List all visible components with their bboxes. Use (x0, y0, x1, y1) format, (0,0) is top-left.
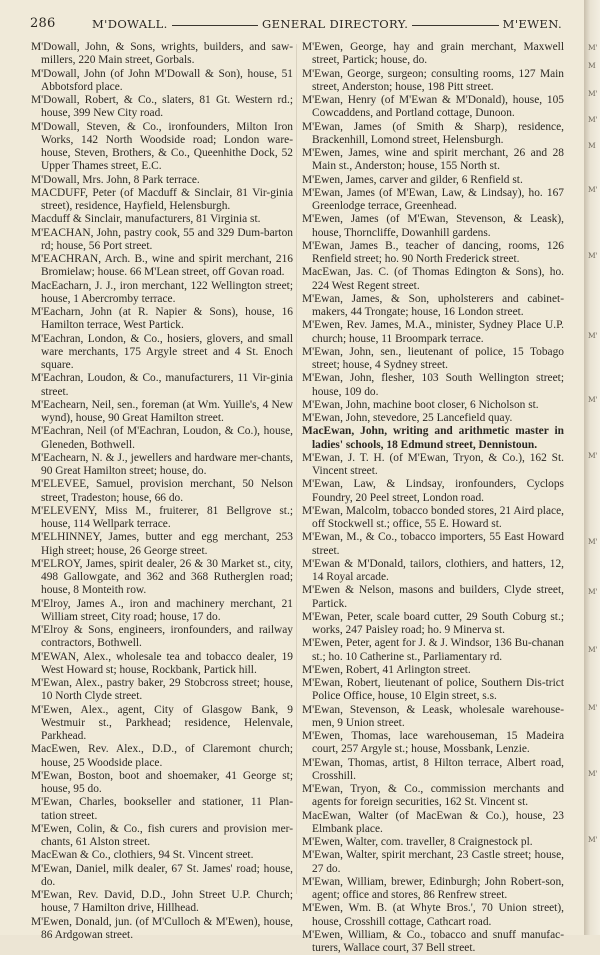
directory-entry: M'Ewan, Thomas, artist, 8 Hilton terrace, Albert road, Crosshill. (302, 756, 564, 782)
right-column (302, 41, 564, 955)
directory-entry: MacEwan, Jas. C. (of Thomas Edington & Sons), ho. 224 West Regent street. (302, 266, 564, 292)
directory-entry: M'Ewan, Stevenson, & Leask, wholesale warehouse-men, 9 Union street. (302, 703, 564, 729)
gutter-fragment: M (588, 141, 596, 150)
directory-entry: MacEwan & Co., clothiers, 94 St. Vincent street. (31, 849, 254, 862)
directory-entry: M'Eachearn, N. & J., jewellers and hardware mer-chants, 90 Great Hamilton street; house, do. (31, 451, 293, 477)
facing-page-fragments (584, 0, 600, 935)
header-center-title: GENERAL DIRECTORY. (262, 17, 409, 31)
directory-entry: M'Elroy, James A., iron and machinery merchant, 21 William street, City road; house, 17 do. (31, 597, 293, 623)
gutter-fragment: M' (588, 769, 598, 778)
directory-entry: M'Ewan, Alex., pastry baker, 29 Stobcross street; house, 10 North Clyde street. (31, 677, 293, 703)
directory-entry: M'Ewan, Boston, boot and shoemaker, 41 George st; house, 95 do. (31, 769, 293, 795)
directory-entry: M'Ewen, Walter, com. traveller, 8 Craignestock pl. (302, 836, 533, 848)
directory-entry: M'Ewan, George, surgeon; consulting rooms, 127 Main street, Anderston; house, 198 Pitt street. (302, 67, 564, 93)
directory-entry: M'Ewan, Malcolm, tobacco bonded stores, 21 Aird place, off Stockwell st.; office, 55 E. Howard st. (302, 504, 564, 530)
directory-entry: M'Ewan, James B., teacher of dancing, rooms, 126 Renfield street; ho. 90 North Frederick street. (302, 239, 564, 265)
directory-entry: M'Eacharn, John (at R. Napier & Sons), house, 16 Hamilton terrace, West Partick. (31, 306, 293, 332)
directory-entry: M'Ewen, Peter, agent for J. & J. Windsor, 136 Bu-chanan st.; ho. 10 Catherine st., Parliamentary rd. (302, 637, 564, 663)
gutter-fragment: M (588, 61, 596, 70)
directory-entry: M'Ewan, Law, & Lindsay, ironfounders, Cyclops Foundry, 20 Peel street, London road. (302, 478, 564, 504)
directory-entry: M'Ewen, Donald, jun. (of M'Culloch & M'Ewen), house, 86 Ardgowan street. (31, 915, 293, 941)
gutter-fragment: M' (588, 43, 598, 52)
directory-entry: M'Ewan, Daniel, milk dealer, 67 St. James' road; house, do. (31, 862, 293, 888)
directory-entry: M'Ewen, Rev. James, M.A., minister, Sydney Place U.P. church; house, 11 Broompark terrace. (302, 319, 564, 345)
directory-entry: M'Ewan, Rev. David, D.D., John Street U.P. Church; house, 7 Hamilton drive, Hillhead. (31, 889, 293, 915)
directory-entry: M'Ewen, Thomas, lace warehouseman, 15 Madeira court, 257 Argyle st.; house, Mossbank, Lenzie. (302, 730, 564, 756)
directory-entry: M'Ewan & M'Donald, tailors, clothiers, and hatters, 12, 14 Royal arcade. (302, 557, 564, 583)
directory-entry: M'Ewan, J. T. H. (of M'Ewan, Tryon, & Co.), 162 St. Vincent street. (302, 451, 564, 477)
page-number: 286 (30, 16, 56, 31)
directory-entry: M'Dowall, Robert, & Co., slaters, 81 Gt. Western rd.; house, 399 New City road. (31, 94, 293, 120)
directory-entry: M'Ewen, Colin, & Co., fish curers and provision mer-chants, 61 Alston street. (31, 822, 293, 848)
directory-entry: M'Ewen, Robert, 41 Arlington street. (302, 663, 471, 676)
gutter-fragment: M' (588, 115, 598, 124)
gutter-fragment: M' (588, 703, 598, 712)
directory-entry: M'Eachran, Neil (of M'Eachran, Loudon, & Co.), house, Gleneden, Bothwell. (31, 425, 293, 451)
directory-entry: M'EWAN, Alex., wholesale tea and tobacco dealer, 19 West Howard st; house, Rockbank, Partick hill. (31, 650, 293, 676)
directory-entry: M'Ewen, James, wine and spirit merchant, 26 and 28 Main st., Anderston; house, 155 North st. (302, 147, 564, 173)
gutter-fragment: M' (588, 89, 598, 98)
directory-entry: MacEacharn, J. J., iron merchant, 122 Wellington street; house, 1 Abercromby terrace. (31, 279, 293, 305)
directory-entry: MacEwen, Rev. Alex., D.D., of Claremont church; house, 25 Woodside place. (31, 743, 293, 769)
directory-entry: M'Ewan, John, flesher, 103 South Wellington street; house, 109 do. (302, 372, 564, 398)
directory-entry: M'Ewen & Nelson, masons and builders, Clyde street, Partick. (302, 584, 564, 610)
directory-entry: M'Ewan, James (of M'Ewan, Law, & Lindsay), ho. 167 Greenlodge terrace, Greenhead. (302, 186, 564, 212)
directory-entry: M'Dowall, Mrs. John, 8 Park terrace. (31, 173, 200, 186)
directory-entry: M'Ewan, John, machine boot closer, 6 Nicholson st. (302, 398, 539, 411)
directory-entry: M'Ewen, William, & Co., tobacco and snuff manufac-turers, Wallace court, 37 Bell street. (302, 928, 564, 954)
header-right-name: M'EWEN. (502, 17, 563, 31)
gutter-fragment: M' (588, 395, 598, 404)
gutter-fragment: M' (588, 537, 598, 546)
gutter-fragment: M' (588, 451, 598, 460)
gutter-fragment: M' (588, 331, 598, 340)
directory-entry: M'Ewan, Henry (of M'Ewan & M'Donald), house, 105 Cowcaddens, and Portland cottage, Dunoon. (302, 94, 564, 120)
gutter-fragment: M' (588, 587, 598, 596)
directory-entry: M'ELEVENY, Miss M., fruiterer, 81 Bellgrove st.; house, 114 Wellpark terrace. (31, 504, 293, 530)
directory-entry: M'ELROY, James, spirit dealer, 26 & 30 Market st., city, 498 Gallowgate, and 362 and 368 Rutherglen road; house, 8 Monteith row. (31, 557, 293, 597)
directory-entry: M'Dowall, John (of John M'Dowall & Son), house, 51 Abbotsford place. (31, 67, 293, 93)
directory-entry: M'Ewen, James (of M'Ewan, Stevenson, & Leask), house, Thorncliffe, Dowanhill gardens. (302, 213, 564, 239)
directory-entry: Macduff & Sinclair, manufacturers, 81 Virginia st. (31, 213, 261, 226)
directory-entry: M'Ewan, John, sen., lieutenant of police, 15 Tobago street; house, 4 Sydney street. (302, 345, 564, 371)
directory-entry: M'Ewen, George, hay and grain merchant, Maxwell street, Partick; house, do. (302, 41, 564, 67)
directory-entry: M'Eachran, London, & Co., hosiers, glovers, and small ware merchants, 175 Argyle street and 4 St. Enoch square. (31, 332, 293, 371)
directory-entry: M'Dowall, John, & Sons, wrights, builders, and saw-millers, 220 Main street, Gorbals. (31, 41, 293, 67)
gutter-fragment: M' (588, 185, 598, 194)
header-rule-right (412, 25, 498, 26)
directory-entry: M'Ewen, James, carver and gilder, 6 Renfield st. (302, 173, 523, 186)
directory-entry: M'Ewan, Tryon, & Co., commission merchants and agents for foreign securities, 162 St. Vincent st. (302, 783, 564, 809)
directory-entry: M'ELHINNEY, James, butter and egg merchant, 253 High street; house, 26 George street. (31, 531, 293, 557)
directory-entry: M'Ewan, William, brewer, Edinburgh; John Robert-son, agent; office and stores, 86 Renfrew street. (302, 875, 564, 901)
directory-entry: M'Ewan, Peter, scale board cutter, 29 South Coburg st.; works, 247 Paisley road; ho. 9 Minerva st. (302, 610, 564, 636)
directory-entry: MacEwan, John, writing and arithmetic master in ladies' schools, 18 Edmund street, Dennistoun. (302, 425, 564, 451)
directory-entry: M'EACHAN, John, pastry cook, 55 and 329 Dum-barton rd; house, 56 Port street. (31, 226, 293, 252)
directory-entry: M'Ewan, James, & Son, upholsterers and cabinet-makers, 44 Trongate; house, 16 London street. (302, 292, 564, 318)
running-title (92, 17, 562, 31)
directory-entry: MACDUFF, Peter (of Macduff & Sinclair, 81 Vir-ginia street), residence, Hayfield, Helensburgh. (31, 186, 293, 212)
directory-entry: MacEwan, Walter (of MacEwan & Co.), house, 23 Elmbank place. (302, 809, 564, 835)
directory-entry: M'EACHRAN, Arch. B., wine and spirit merchant, 216 Bromielaw; house. 66 M'Lean street, off Govan road. (31, 253, 293, 279)
directory-entry: M'Ewan, Charles, bookseller and stationer, 11 Plan-tation street. (31, 796, 293, 822)
directory-entry: M'Eachran, Loudon, & Co., manufacturers, 11 Vir-ginia street. (31, 372, 293, 398)
directory-entry: M'ELEVEE, Samuel, provision merchant, 50 Nelson street, Tradeston; house, 66 do. (31, 478, 293, 504)
directory-entry: M'Elroy & Sons, engineers, ironfounders, and railway contractors, Bothwell. (31, 624, 293, 650)
gutter-fragment: M' (588, 251, 598, 260)
directory-entry: M'Ewen, Alex., agent, City of Glasgow Bank, 9 Westmuir st., Parkhead; residence, Helenvale, Parkhead. (31, 703, 293, 742)
column-divider (296, 44, 297, 894)
directory-entry: M'Dowall, Steven, & Co., ironfounders, Milton Iron Works, 142 North Woodside road; London ware-house, Steven, Brothers, & Co., Queenhithe Dock, 52 Upper Thames street, E.C. (31, 120, 293, 173)
directory-entry: M'Ewan, John, stevedore, 25 Lancefield quay. (302, 412, 513, 424)
directory-entry: M'Ewan, Robert, lieutenant of police, Southern Dis-trict Police Office, house, 10 Elgin street, s.s. (302, 677, 564, 703)
page-header (30, 16, 562, 32)
gutter-fragment: M' (588, 835, 598, 844)
directory-entry: M'Eachearn, Neil, sen., foreman (at Wm. Yuille's, 4 New wynd), house, 90 Great Hamilton street. (31, 398, 293, 424)
directory-entry: M'Ewan, Walter, spirit merchant, 23 Castle street; house, 27 do. (302, 849, 564, 875)
header-left-name: M'DOWALL. (92, 17, 168, 31)
left-column (31, 41, 293, 942)
facing-page-edge (584, 0, 600, 935)
directory-entry: M'Ewan, M., & Co., tobacco importers, 55 East Howard street. (302, 531, 564, 557)
directory-entry: M'Ewan, James (of Smith & Sharp), residence, Brackenhill, Lomond street, Helensburgh. (302, 120, 564, 146)
gutter-fragment: M' (588, 645, 598, 654)
header-rule-left (172, 25, 258, 26)
directory-entry: M'Ewen, Wm. B. (at Whyte Bros.', 70 Union street), house, Crosshill cottage, Cathcart road. (302, 902, 564, 928)
